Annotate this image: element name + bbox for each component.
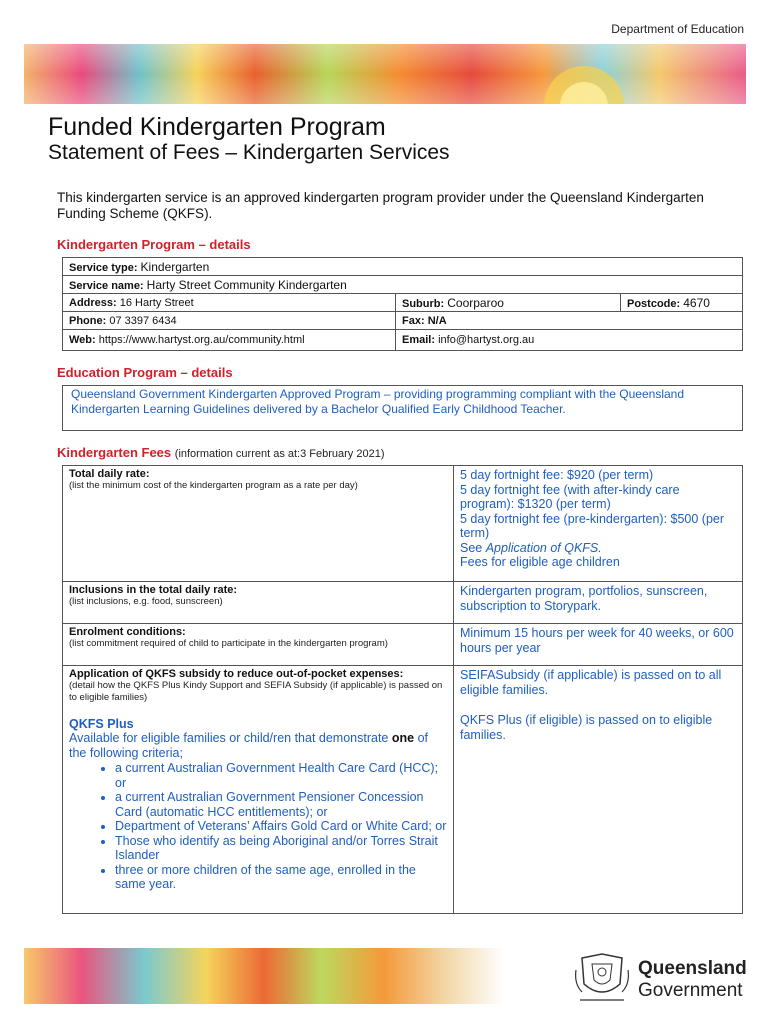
queensland-government-logo xyxy=(572,950,752,1006)
service-name-value: Harty Street Community Kindergarten xyxy=(146,277,347,292)
enrolment-label: Enrolment conditions: xyxy=(69,626,186,638)
service-name-label: Service name: xyxy=(69,279,144,292)
service-type-label: Service type: xyxy=(69,261,138,274)
qkfs-subsidy-label: Application of QKFS subsidy to reduce out-of-pocket expenses: xyxy=(69,668,404,680)
fee-line-3: 5 day fortnight fee (pre-kindergarten): $500 (per term) xyxy=(460,511,725,540)
enrolment-sub: (list commitment required of child to participate in the kindergarten program) xyxy=(69,638,388,649)
phone-value: 07 3397 6434 xyxy=(109,314,177,327)
fee-line-1: 5 day fortnight fee: $920 (per term) xyxy=(460,468,654,482)
qkfs-plus-value: QKFS Plus (if eligible) is passed on to eligible families. xyxy=(460,713,713,742)
fees-row-daily-rate xyxy=(63,466,743,582)
footer-banner xyxy=(24,948,504,1004)
service-type-value: Kindergarten xyxy=(140,259,210,274)
see-prefix: See xyxy=(460,540,486,555)
logo-line-2: Government xyxy=(638,980,743,1001)
fees-info-note: (information current as at:3 February 2021) xyxy=(174,448,385,460)
criteria-item: • Those who identify as being Aboriginal and/or Torres Strait Islander xyxy=(115,834,447,863)
service-type-cell xyxy=(63,258,743,276)
fees-heading-text: Kindergarten Fees xyxy=(57,445,172,460)
suburb-cell xyxy=(396,294,621,312)
postcode-cell xyxy=(621,294,743,312)
qkfs-criteria-list xyxy=(69,761,447,892)
criteria-item: • three or more children of the same age, enrolled in the same year. xyxy=(115,863,447,892)
inclusions-sub: (list inclusions, e.g. food, sunscreen) xyxy=(69,596,223,607)
postcode-value: 4670 xyxy=(683,295,710,310)
fees-row-inclusions xyxy=(63,582,743,624)
qkfs-subsidy-sub: (detail how the QKFS Plus Kindy Support and SEFIA Subsidy (if applicable) is passed on to eligible families) xyxy=(69,680,443,703)
education-details-heading: Education Program – details xyxy=(57,365,233,380)
daily-rate-label: Total daily rate: xyxy=(69,468,150,480)
department-name: Department of Education xyxy=(611,22,744,36)
address-cell xyxy=(63,294,396,312)
suburb-value: Coorparoo xyxy=(447,295,504,310)
criteria-item: • Department of Veterans’ Affairs Gold Card or White Card; or xyxy=(115,819,447,834)
web-value: https://www.hartyst.org.au/community.html xyxy=(98,334,305,346)
page-subtitle: Statement of Fees – Kindergarten Services xyxy=(48,141,450,164)
suburb-label: Suburb: xyxy=(402,297,445,310)
fax-cell xyxy=(396,312,743,330)
see-qkfs-line xyxy=(460,541,736,556)
fees-row-qkfs-subsidy xyxy=(63,666,743,914)
education-details-box: Queensland Government Kindergarten Approved Program – providing programming compliant with the Queensland Kindergarten Learning Guidelines delivered by a Bachelor Qualified Early Childhood Teacher. xyxy=(62,385,743,431)
service-name-cell xyxy=(63,276,743,294)
email-cell xyxy=(396,330,743,351)
inclusions-value: Kindergarten program, portfolios, sunscreen, subscription to Storypark. xyxy=(454,582,743,624)
fax-value: N/A xyxy=(427,314,447,327)
logo-line-1: Queensland xyxy=(638,958,747,979)
enrolment-value: Minimum 15 hours per week for 40 weeks, or 600 hours per year xyxy=(454,624,743,666)
fees-table xyxy=(62,465,743,914)
inclusions-label: Inclusions in the total daily rate: xyxy=(69,584,238,596)
postcode-label: Postcode: xyxy=(627,297,681,310)
fax-label: Fax: xyxy=(402,314,425,327)
fee-line-2: 5 day fortnight fee (with after-kindy care program): $1320 (per term) xyxy=(460,482,680,511)
page-title: Funded Kindergarten Program xyxy=(48,113,386,141)
qkfs-plus-title: QKFS Plus xyxy=(69,717,134,731)
header-banner xyxy=(24,44,746,104)
qkfs-link[interactable]: Application of QKFS. xyxy=(485,540,602,555)
daily-rate-sub: (list the minimum cost of the kindergarten program as a rate per day) xyxy=(69,480,358,491)
email-value: info@hartyst.org.au xyxy=(438,334,535,346)
program-details-table xyxy=(62,257,743,351)
web-cell xyxy=(63,330,396,351)
criteria-item: • a current Australian Government Health Care Card (HCC); or xyxy=(115,761,447,790)
program-details-heading: Kindergarten Program – details xyxy=(57,237,251,252)
address-value: 16 Harty Street xyxy=(119,296,194,309)
crest-icon xyxy=(572,950,632,1006)
phone-label: Phone: xyxy=(69,314,107,327)
seifa-subsidy-value: SEIFASubsidy (if applicable) is passed on to all eligible families. xyxy=(460,668,722,697)
intro-paragraph: This kindergarten service is an approved kindergarten program provider under the Queensland Kindergarten Funding Scheme (QKFS). xyxy=(57,190,704,221)
email-label: Email: xyxy=(402,334,436,346)
address-label: Address: xyxy=(69,296,117,309)
fees-heading xyxy=(57,445,385,460)
qkfs-plus-description: Available for eligible families or child/ren that demonstrate one of the following criteria; xyxy=(69,731,428,760)
phone-cell xyxy=(63,312,396,330)
web-label: Web: xyxy=(69,334,96,346)
criteria-item: • a current Australian Government Pensioner Concession Card (automatic HCC entitlements); or xyxy=(115,790,447,819)
fees-row-enrolment xyxy=(63,624,743,666)
eligible-fees-line: Fees for eligible age children xyxy=(460,555,620,569)
